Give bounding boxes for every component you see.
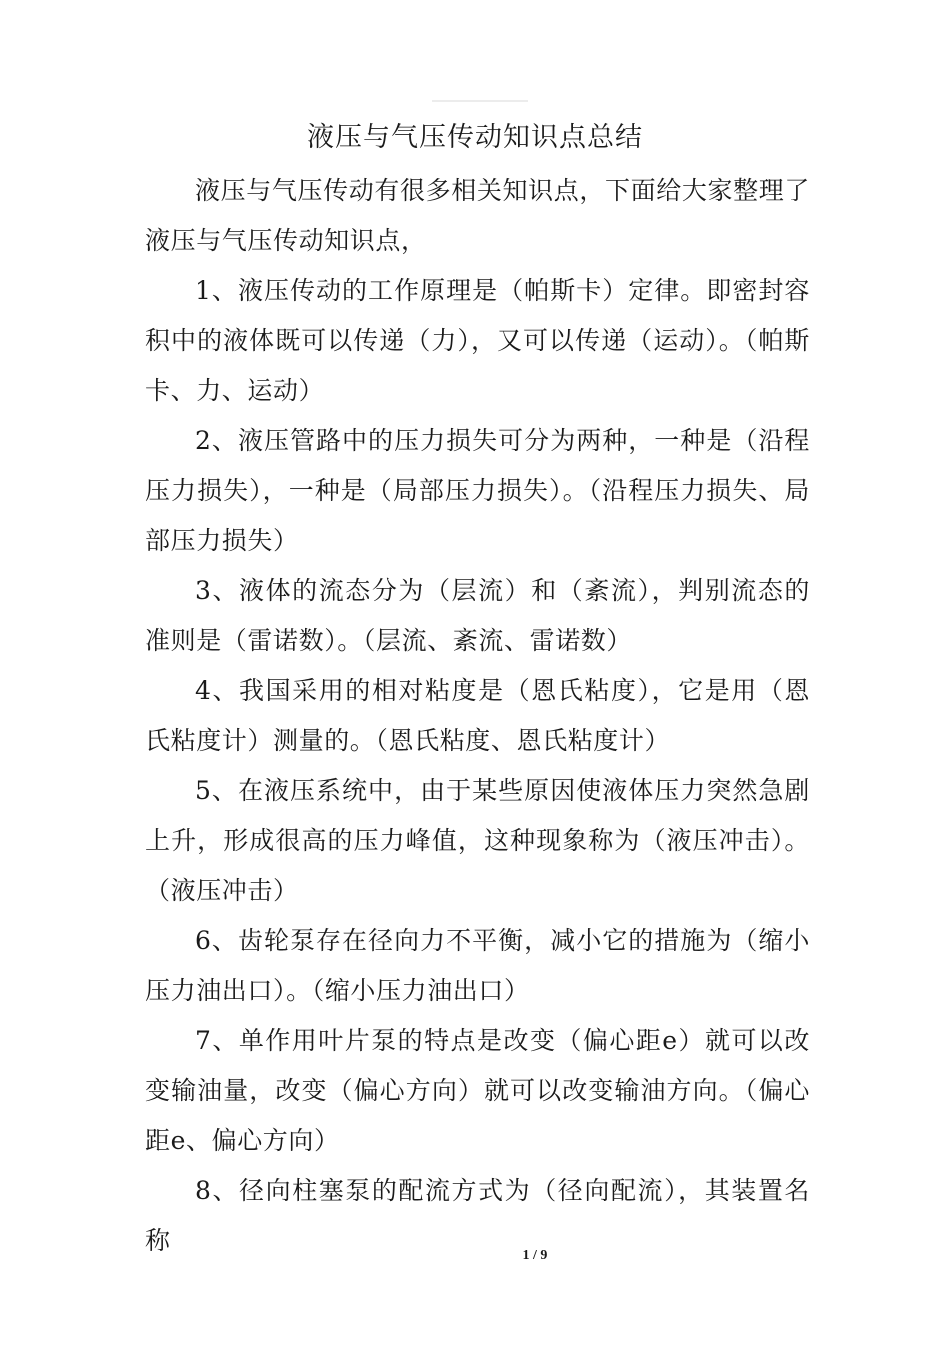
- point-7: 7、单作用叶片泵的特点是改变（偏心距e）就可以改变输油量，改变（偏心方向）就可以改变输油方向。（偏心距e、偏心方向）: [145, 1026, 810, 1155]
- point-4: 4、我国采用的相对粘度是（恩氏粘度），它是用（恩氏粘度计）测量的。（恩氏粘度、恩氏粘度计）: [145, 676, 810, 755]
- point-8: 8、径向柱塞泵的配流方式为（径向配流），其装置名称: [145, 1176, 810, 1255]
- intro-paragraph: 液压与气压传动有很多相关知识点，下面给大家整理了液压与气压传动知识点，: [145, 176, 810, 255]
- page-number: 1 / 9: [522, 1248, 548, 1263]
- point-5: 5、在液压系统中，由于某些原因使液体压力突然急剧上升，形成很高的压力峰值，这种现象称为（液压冲击）。（液压冲击）: [145, 776, 810, 905]
- point-3: 3、液体的流态分为（层流）和（紊流），判别流态的准则是（雷诺数）。（层流、紊流、雷诺数）: [145, 576, 810, 655]
- point-1: 1、液压传动的工作原理是（帕斯卡）定律。即密封容积中的液体既可以传递（力），又可以传递（运动）。（帕斯卡、力、运动）: [145, 276, 810, 405]
- point-6: 6、齿轮泵存在径向力不平衡，减小它的措施为（缩小压力油出口）。（缩小压力油出口）: [145, 926, 810, 1005]
- point-2: 2、液压管路中的压力损失可分为两种，一种是（沿程压力损失），一种是（局部压力损失）。（沿程压力损失、局部压力损失）: [145, 426, 810, 555]
- document-body: [145, 166, 810, 1266]
- document-title: 液压与气压传动知识点总结: [307, 122, 643, 153]
- header-rule: [432, 100, 528, 102]
